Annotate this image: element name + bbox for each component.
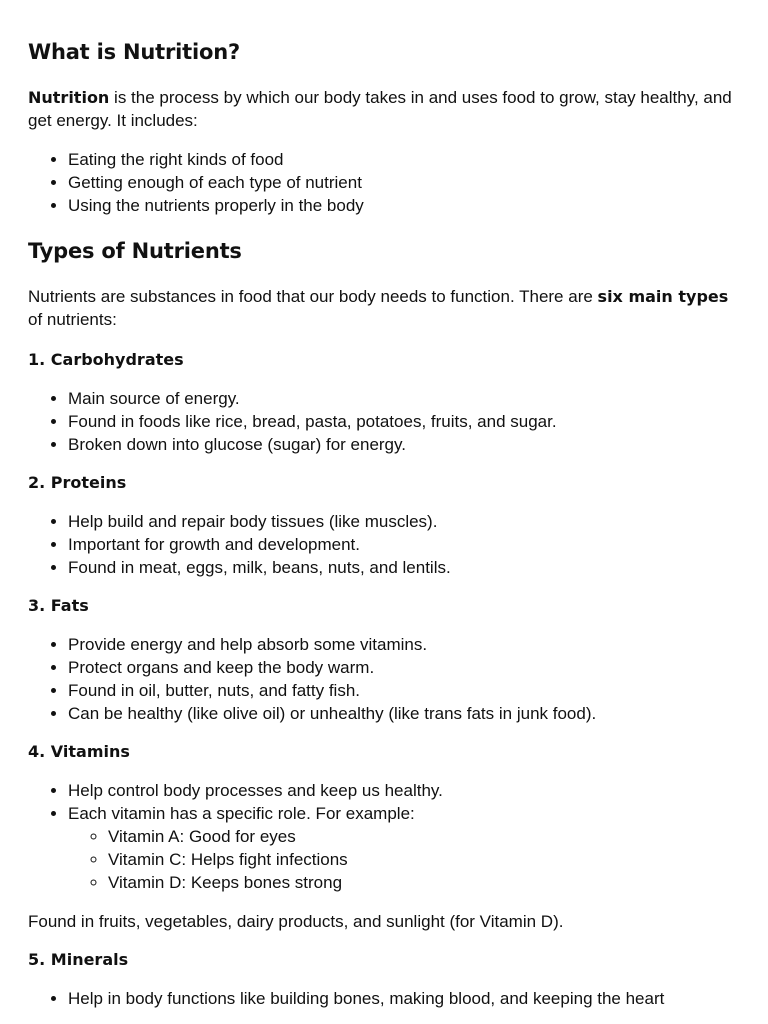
nutrients-intro-start: Nutrients are substances in food that our body needs to function. There are (28, 287, 598, 306)
list-item: • Help in body functions like building bones, making blood, and keeping the heart (68, 987, 740, 1010)
list-item: • Found in oil, butter, nuts, and fatty fish. (68, 679, 740, 702)
proteins-list (28, 510, 740, 579)
list-item: • Found in meat, eggs, milk, beans, nuts, and lentils. (68, 556, 740, 579)
vitamins-sources: Found in fruits, vegetables, dairy products, and sunlight (for Vitamin D). (28, 912, 564, 931)
heading-carbohydrates: 1. Carbohydrates (28, 350, 184, 369)
list-item: • Help control body processes and keep us healthy. (68, 779, 740, 802)
list-item: • Broken down into glucose (sugar) for energy. (68, 433, 740, 456)
list-item: • Main source of energy. (68, 387, 740, 410)
heading-minerals: 5. Minerals (28, 950, 129, 969)
list-item (68, 802, 740, 894)
list-item: • Protect organs and keep the body warm. (68, 656, 740, 679)
six-main-types: six main types (597, 287, 729, 306)
list-item: • Important for growth and development. (68, 533, 740, 556)
list-item: • Can be healthy (like olive oil) or unhealthy (like trans fats in junk food). (68, 702, 740, 725)
list-item: ◦ Vitamin A: Good for eyes (108, 825, 740, 848)
list-item: • Provide energy and help absorb some vitamins. (68, 633, 740, 656)
nutrition-term: Nutrition (28, 88, 110, 107)
nutrients-intro-end: of nutrients: (28, 310, 117, 329)
fats-list (28, 633, 740, 725)
minerals-list (28, 987, 740, 1010)
nutrients-intro (28, 285, 740, 331)
carbohydrates-list (28, 387, 740, 456)
list-item: • Eating the right kinds of food (68, 148, 740, 171)
heading-types-of-nutrients: Types of Nutrients (28, 239, 242, 263)
heading-fats: 3. Fats (28, 596, 89, 615)
list-item-text: Each vitamin has a specific role. For example: (68, 804, 415, 823)
vitamin-examples-list (68, 825, 740, 894)
vitamins-list (28, 779, 740, 894)
nutrition-definition-text: is the process by which our body takes in and uses food to grow, stay healthy, and get energy. It includes: (28, 88, 732, 130)
heading-proteins: 2. Proteins (28, 473, 127, 492)
nutrition-definition (28, 86, 740, 132)
list-item: ◦ Vitamin D: Keeps bones strong (108, 871, 740, 894)
heading-what-is-nutrition: What is Nutrition? (28, 40, 240, 64)
list-item: ◦ Vitamin C: Helps fight infections (108, 848, 740, 871)
list-item: • Using the nutrients properly in the body (68, 194, 740, 217)
list-item: • Getting enough of each type of nutrient (68, 171, 740, 194)
list-item: • Help build and repair body tissues (like muscles). (68, 510, 740, 533)
nutrition-includes-list (28, 148, 740, 217)
list-item: • Found in foods like rice, bread, pasta, potatoes, fruits, and sugar. (68, 410, 740, 433)
heading-vitamins: 4. Vitamins (28, 742, 130, 761)
